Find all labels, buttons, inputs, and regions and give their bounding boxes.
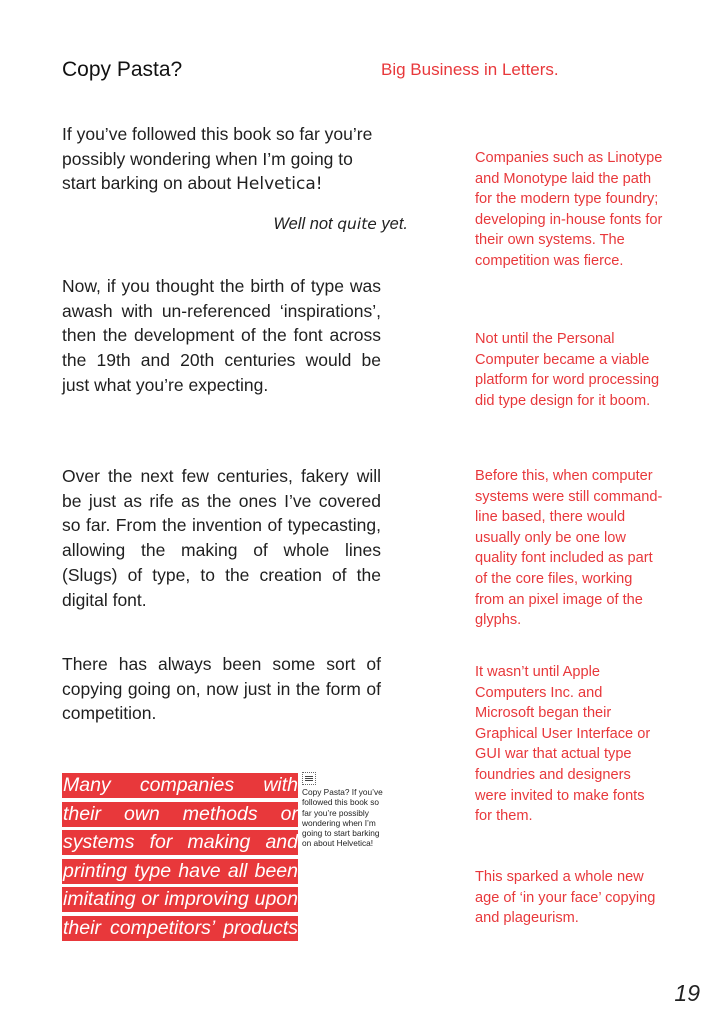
pull-quote-line: printing type have all been	[63, 859, 298, 882]
page-number: 19	[674, 980, 700, 1006]
section-subtitle: Big Business in Letters.	[381, 60, 559, 79]
body-paragraph: There has always been some sort of copying going on, now just in the form of competition.	[62, 654, 381, 724]
pull-quote-line: Many companies with	[63, 774, 298, 796]
aside-before: Well not	[273, 215, 338, 233]
side-note: This sparked a whole new age of ‘in your face’ copying and plageurism.	[475, 869, 656, 927]
intro-text: If you’ve followed this book so far you’re possibly wondering when I’m going to start barking on about	[62, 124, 373, 194]
aside-quite: quite	[337, 215, 377, 233]
body-paragraph: Over the next few centuries, fakery will be just as rife as the ones I’ve covered so far. From the invention of typecasting, allowing the making of whole lines (Slugs) of type, to the creation of the digital font.	[62, 466, 381, 610]
pull-quote-line: their competitors’ products	[63, 916, 298, 939]
side-note: It wasn’t until Apple Computers Inc. and Microsoft began their Graphical User Interface or GUI war that actual type foundries and designers were invited to make fonts for them.	[475, 664, 651, 825]
intro-paragraph	[62, 122, 381, 197]
page-title: Copy Pasta?	[62, 58, 183, 81]
helvetica-word: Helvetica!	[236, 174, 323, 195]
pull-quote-line: systems for making and	[63, 831, 298, 853]
aside-after: yet.	[376, 215, 408, 233]
side-note: Not until the Personal Computer became a viable platform for word processing did type design for it boom.	[475, 331, 660, 409]
page-thumbnail	[302, 772, 388, 849]
side-note: Before this, when computer systems were still command-line based, there would usually only be one low quality font included as part of the core files, working from an pixel image of the glyphs.	[475, 468, 663, 629]
pull-quote-line: their own methods or	[63, 802, 298, 825]
side-note: Companies such as Linotype and Monotype laid the path for the modern type foundry; developing in-house fonts for their own systems. The competition was fierce.	[475, 150, 663, 269]
italic-aside	[62, 215, 408, 234]
body-paragraph: Now, if you thought the birth of type was awash with un-referenced ‘inspirations’, then the development of the font across the 19th and 20th centuries would be just what you’re expecting.	[62, 276, 381, 395]
thumbnail-text: Copy Pasta? If you’ve followed this book so far you’re possibly wondering when I’m going to start barking on about Helvetica!	[302, 787, 383, 849]
pull-quote	[62, 773, 298, 944]
image-placeholder-icon	[302, 772, 316, 785]
pull-quote-line: imitating or improving upon	[63, 888, 298, 910]
